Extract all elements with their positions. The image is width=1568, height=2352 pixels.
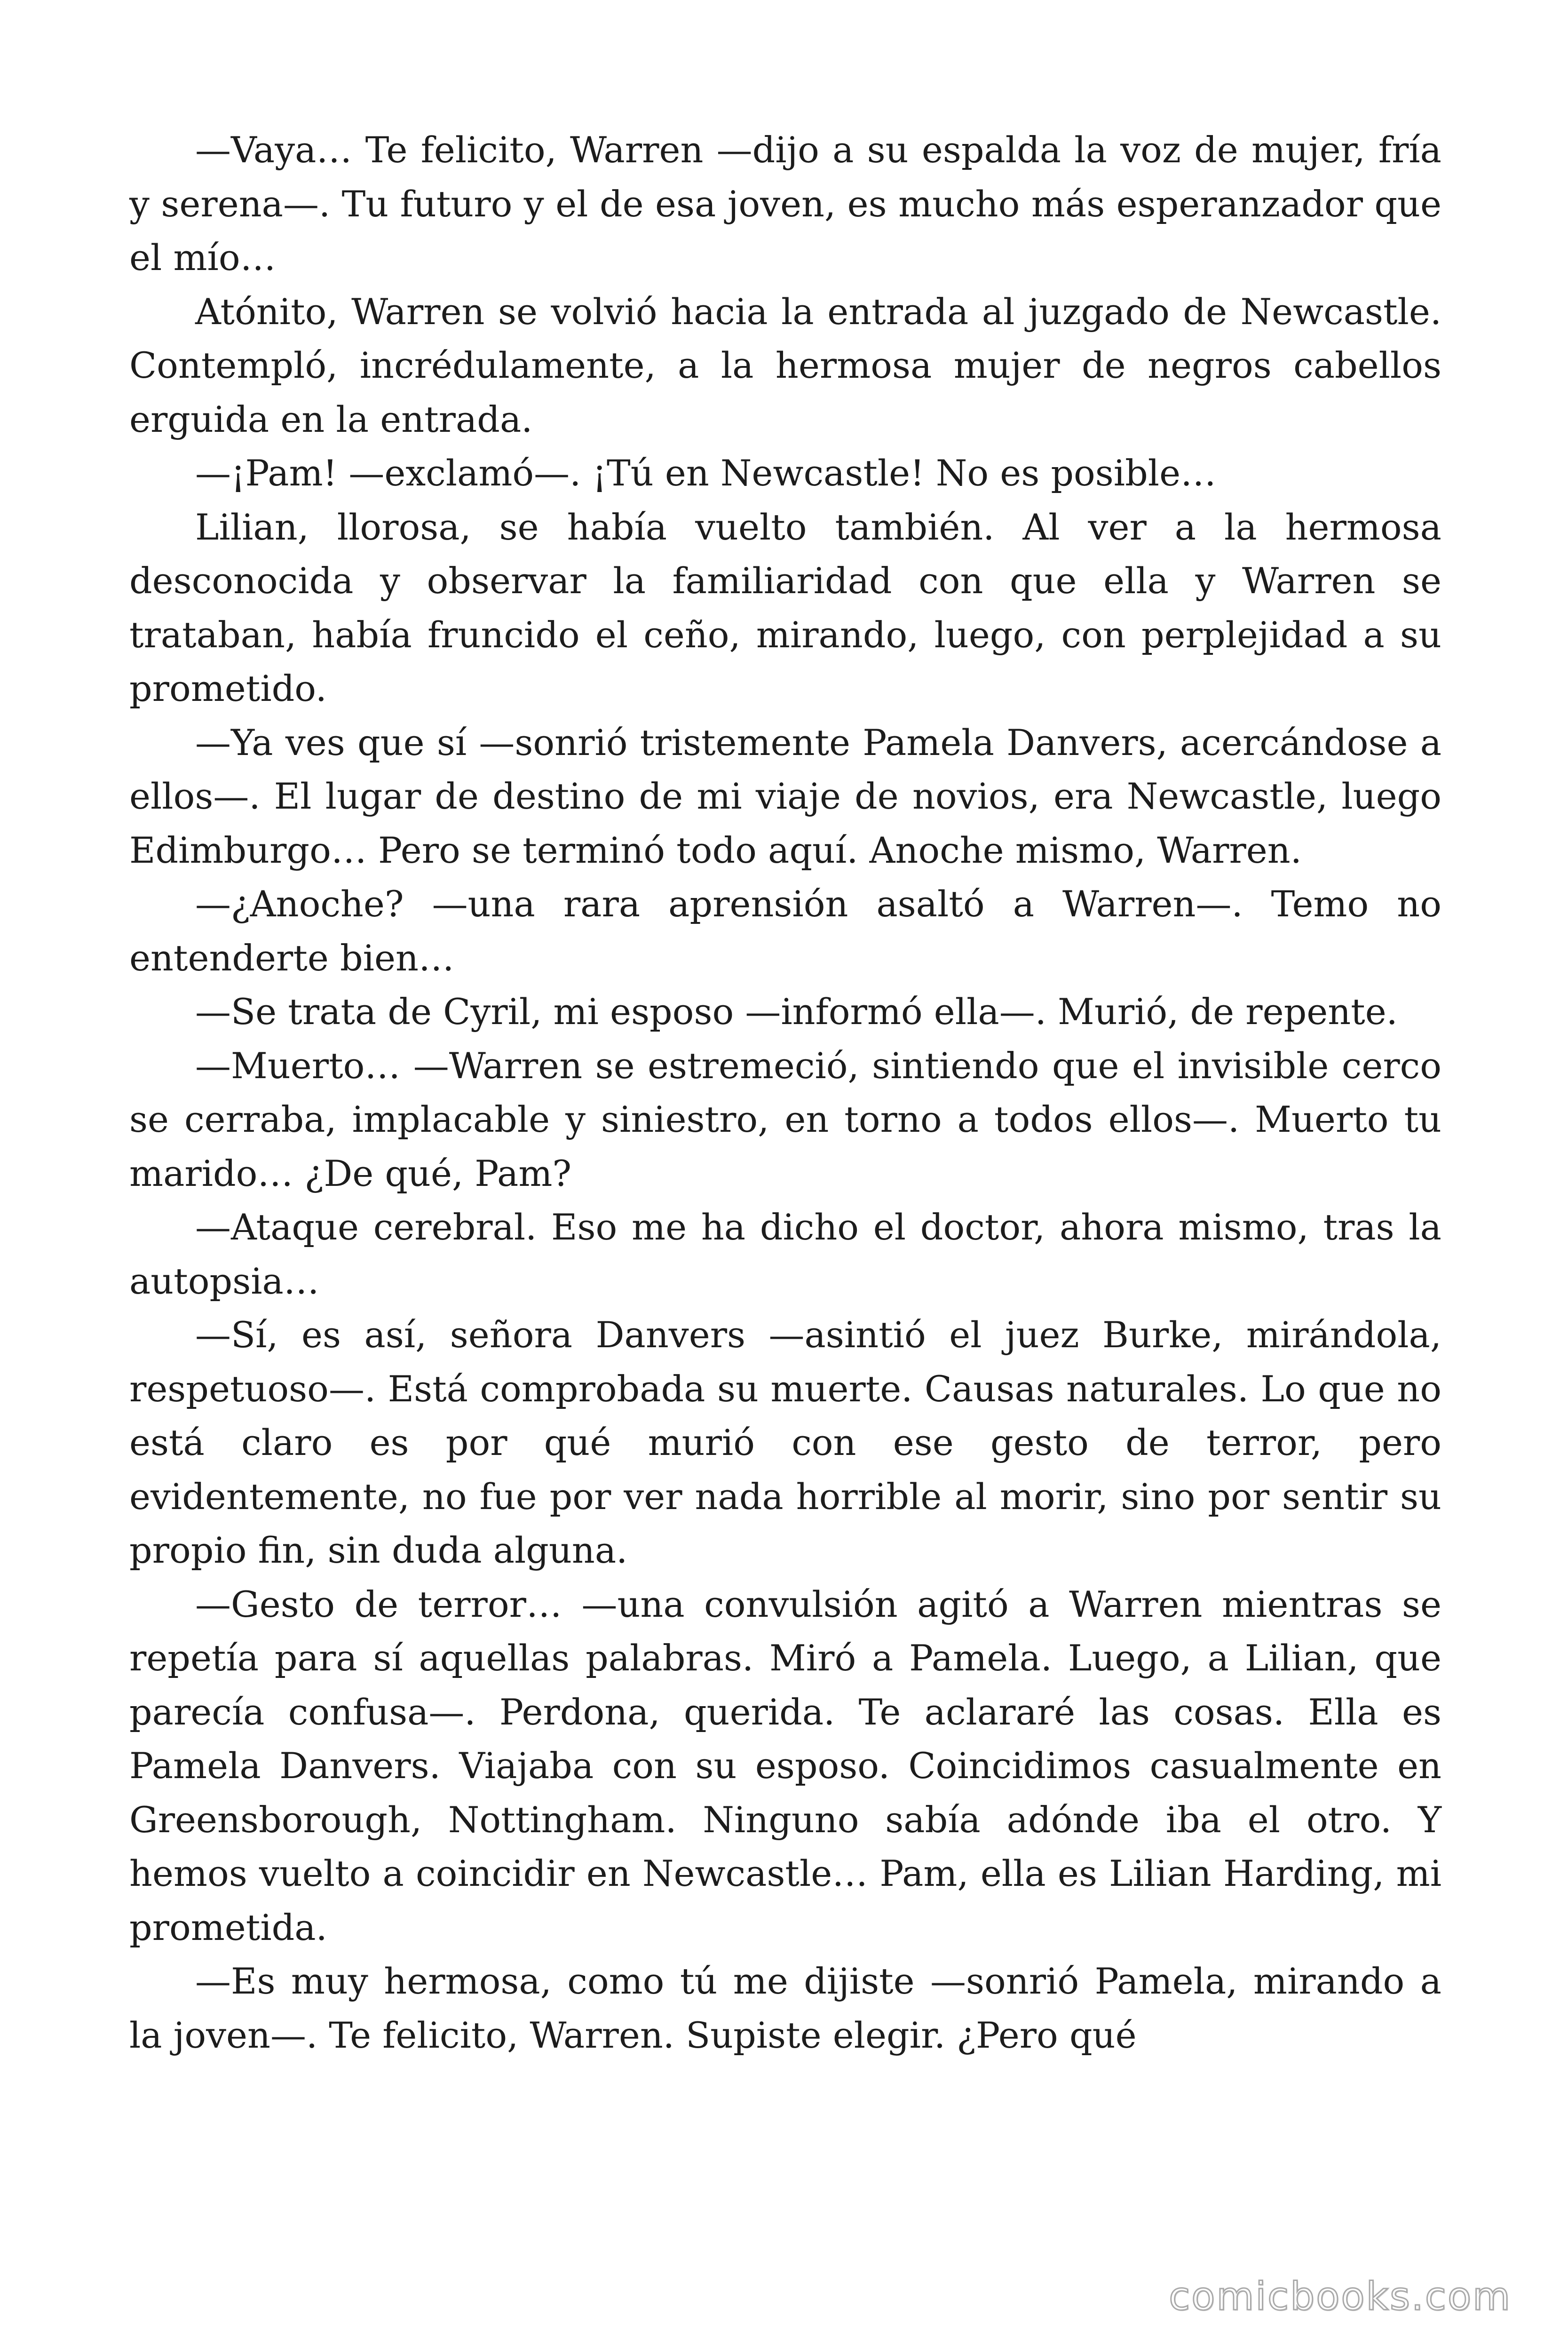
paragraph: —Es muy hermosa, como tú me dijiste —sonrió Pamela, mirando a la joven—. Te felicito, Warren. Supiste elegir. ¿Pero qué [129,1960,1441,2056]
paragraph: —Gesto de terror… —una convulsión agitó a Warren mientras se repetía para sí aquellas palabras. Miró a Pamela. Luego, a Lilian, que parecía confusa—. Perdona, querida. Te aclararé las cosas. Ella es Pamela Danvers. Viajaba con su esposo. Coincidimos casualmente en Greensborough, Nottingham. Ninguno sabía adónde iba el otro. Y hemos vuelto a coincidir en Newcastle… Pam, ella es Lilian Harding, mi prometida. [129,1583,1441,1948]
paragraph: Atónito, Warren se volvió hacia la entrada al juzgado de Newcastle. Contempló, incrédulamente, a la hermosa mujer de negros cabellos erguida en la entrada. [129,290,1441,440]
paragraph: —¡Pam! —exclamó—. ¡Tú en Newcastle! No es posible… [195,452,1217,494]
paragraph: —Ataque cerebral. Eso me ha dicho el doctor, ahora mismo, tras la autopsia… [129,1206,1441,1302]
paragraph: —Vaya… Te felicito, Warren —dijo a su espalda la voz de mujer, fría y serena—. Tu futuro y el de esa joven, es mucho más esperanzador que el mío… [129,129,1441,278]
paragraph: —Se trata de Cyril, mi esposo —informó ella—. Murió, de repente. [195,991,1398,1033]
body-text [129,123,1441,2062]
paragraph: —Muerto… —Warren se estremeció, sintiendo que el invisible cerco se cerraba, implacable y siniestro, en torno a todos ellos—. Muerto tu marido… ¿De qué, Pam? [129,1044,1441,1194]
watermark-text: comicbooks.com [1169,2274,1512,2319]
paragraph: —Ya ves que sí —sonrió tristemente Pamela Danvers, acercándose a ellos—. El lugar de destino de mi viaje de novios, era Newcastle, luego Edimburgo… Pero se terminó todo aquí. Anoche mismo, Warren. [129,721,1441,871]
paragraph: —Sí, es así, señora Danvers —asintió el juez Burke, mirándola, respetuoso—. Está comprobada su muerte. Causas naturales. Lo que no está claro es por qué murió con ese gesto de terror, pero evidentemente, no fue por ver nada horrible al morir, sino por sentir su propio fin, sin duda alguna. [129,1314,1441,1571]
paragraph: —¿Anoche? —una rara aprensión asaltó a Warren—. Temo no entenderte bien… [129,883,1441,979]
paragraph: Lilian, llorosa, se había vuelto también. Al ver a la hermosa desconocida y observar la familiaridad con que ella y Warren se trataban, había fruncido el ceño, mirando, luego, con perplejidad a su prometido. [129,506,1441,709]
